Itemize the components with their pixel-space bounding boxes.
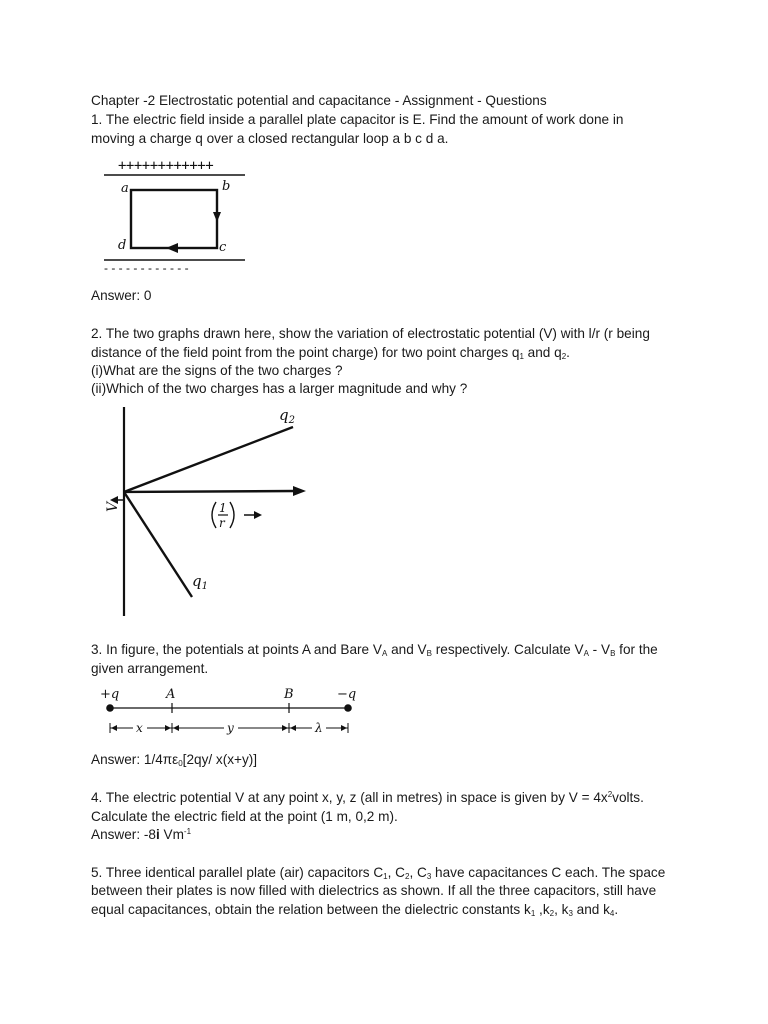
q4-text-line2: Calculate the electric field at the point (1 m, 0,2 m). [91, 809, 398, 824]
q2-question-ii: (ii)Which of the two charges has a larger magnitude and why ? [91, 381, 468, 396]
point-d-label: d [118, 238, 127, 253]
q2-label: $q_2$ [279, 406, 295, 426]
svg-text:1: 1 [219, 501, 227, 515]
q1-answer: Answer: 0 [91, 288, 152, 303]
arrow-right-icon [293, 486, 306, 496]
plus-charge-dot [106, 704, 114, 712]
minus-q-label: −q [337, 687, 357, 702]
q5-text-line1: 5. Three identical parallel plate (air) capacitors $C_1$, $C_2$, $C_3$ have capacitances C each. The space [91, 865, 666, 881]
q2-question-i: (i)What are the signs of the two charges ? [91, 363, 343, 378]
rectangular-loop [131, 190, 217, 248]
q1-capacitor-loop-figure [100, 154, 255, 282]
plus-q-label: +q [100, 687, 120, 702]
point-b-label: b [222, 179, 231, 194]
x-axis-label [212, 501, 262, 530]
q3-text-line1: 3. In figure, the potentials at points A and Bare $V_A$ and $V_B$ respectively. Calculate $V_A - V_B$ for the [91, 642, 658, 658]
q4-text-line1: 4. The electric potential V at any point x, y, z (all in metres) in space is given by $V = 4x^2volts$. [91, 790, 644, 805]
point-A-label: A [166, 687, 176, 702]
q5-text-line2: between their plates is now filled with dielectrics as shown. If all the three capacitors, still have [91, 883, 657, 898]
arrow-down-icon [213, 212, 221, 222]
q3-text-line2: given arrangement. [91, 661, 209, 676]
y-distance-label: y [227, 721, 234, 735]
q1-text-line2: moving a charge q over a closed rectangular loop a b c d a. [91, 131, 449, 146]
page-title: Chapter -2 Electrostatic potential and capacitance - Assignment - Questions [91, 93, 547, 108]
negative-plate-signs: - - - - - - - - - - - - [104, 261, 189, 275]
minus-charge-dot [344, 704, 352, 712]
q2-text-line1: 2. The two graphs drawn here, show the variation of electrostatic potential (V) with l/r (r being [91, 326, 650, 341]
x-axis [124, 491, 296, 492]
arrow-left-icon [166, 243, 178, 253]
lambda-distance-label: λ [315, 721, 323, 735]
q2-line [124, 427, 293, 492]
q1-text-line1: 1. The electric field inside a parallel plate capacitor is E. Find the amount of work done in [91, 112, 624, 127]
svg-text:r: r [219, 516, 225, 530]
positive-plate-signs: ++++++++++++ [118, 158, 214, 174]
q3-answer: Answer: $1/4\pi\varepsilon_0[2qy/$ x(x+y)] [91, 752, 258, 768]
point-a-label: a [121, 181, 129, 196]
q4-answer: Answer: -8i $Vm^{-1}$ [91, 827, 192, 842]
q3-charges-figure [100, 684, 365, 746]
point-c-label: c [219, 240, 227, 255]
q5-text-line3: equal capacitances, obtain the relation between the dielectric constants $k_1$ $,k_2$, $k_3$ and $k_4$. [91, 902, 619, 918]
q1-line [124, 492, 192, 597]
v-axis-label: V [105, 501, 121, 512]
q2-potential-graph-figure [88, 402, 326, 618]
x-distance-label: x [136, 721, 143, 735]
q1-label: $q_1$ [192, 572, 208, 592]
point-B-label: B [284, 687, 294, 702]
q2-text-line2: distance of the field point from the point charge) for two point charges $q_1$ and $q_2$. [91, 345, 570, 361]
